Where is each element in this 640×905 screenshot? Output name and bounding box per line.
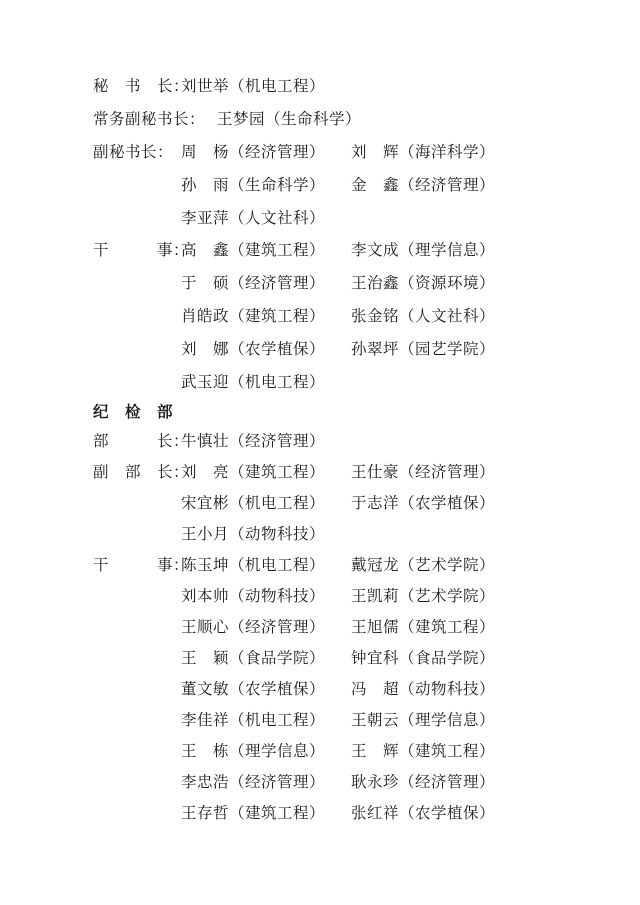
member-entry: 王凯莉（艺术学院） — [351, 587, 496, 606]
role-label: 干 事： — [93, 241, 190, 260]
table-row — [93, 673, 620, 704]
member-entry: 孙 雨（生命科学） — [181, 175, 326, 194]
section-secretariat — [93, 69, 620, 397]
member-entry: 宋宜彬（机电工程） — [181, 494, 326, 513]
table-row — [93, 704, 620, 735]
table-row — [93, 456, 620, 487]
member-entry: 李忠浩（经济管理） — [181, 773, 326, 792]
member-entry: 王 栋（理学信息） — [181, 742, 326, 761]
section-heading-discipline-dept: 纪 检 部 — [93, 402, 174, 421]
member-entry: 王朝云（理学信息） — [351, 711, 496, 730]
role-label: 部 长： — [93, 432, 190, 451]
table-row — [93, 580, 620, 611]
table-row — [93, 299, 620, 332]
table-row — [93, 735, 620, 766]
member-entry: 刘 娜（农学植保） — [181, 339, 326, 358]
member-entry: 王 辉（建筑工程） — [351, 742, 496, 761]
role-label: 干 事： — [93, 556, 190, 575]
member-entry: 张红祥（农学植保） — [351, 804, 496, 823]
table-row — [93, 766, 620, 797]
table-row — [93, 200, 620, 233]
member-entry: 刘世举（机电工程） — [181, 77, 326, 96]
member-entry: 李亚萍（人文社科） — [181, 208, 326, 227]
table-row — [93, 549, 620, 580]
member-entry: 戴冠龙（艺术学院） — [351, 556, 496, 575]
member-entry: 陈玉坤（机电工程） — [181, 556, 326, 575]
table-row — [93, 642, 620, 673]
table-row — [93, 518, 620, 549]
member-entry: 李文成（理学信息） — [351, 241, 496, 260]
member-entry: 王 颖（食品学院） — [181, 649, 326, 668]
section-discipline-dept — [93, 425, 620, 828]
member-entry: 耿永珍（经济管理） — [351, 773, 496, 792]
member-entry: 牛慎壮（经济管理） — [181, 432, 326, 451]
member-entry: 刘本帅（动物科技） — [181, 587, 326, 606]
member-entry: 王小月（动物科技） — [181, 525, 326, 544]
member-entry: 张金铭（人文社科） — [351, 306, 496, 325]
role-label: 常务副秘书长： — [93, 110, 206, 129]
table-row — [93, 135, 620, 168]
member-entry: 刘 辉（海洋科学） — [351, 142, 496, 161]
table-row — [93, 364, 620, 397]
table-row — [93, 69, 620, 102]
member-entry: 孙翠坪（园艺学院） — [351, 339, 496, 358]
member-entry: 王存哲（建筑工程） — [181, 804, 326, 823]
role-label: 副 部 长： — [93, 463, 190, 482]
member-entry: 于志洋（农学植保） — [351, 494, 496, 513]
member-entry: 王仕豪（经济管理） — [351, 463, 496, 482]
member-entry: 王梦园（生命科学） — [217, 110, 362, 129]
table-row — [93, 331, 620, 364]
member-entry: 金 鑫（经济管理） — [351, 175, 496, 194]
member-entry: 王治鑫（资源环境） — [351, 274, 496, 293]
table-row — [93, 266, 620, 299]
table-row — [93, 487, 620, 518]
member-entry: 高 鑫（建筑工程） — [181, 241, 326, 260]
member-entry: 董文敏（农学植保） — [181, 680, 326, 699]
table-row — [93, 167, 620, 200]
role-label: 秘 书 长： — [93, 77, 190, 96]
table-row — [93, 102, 620, 135]
member-entry: 王旭儒（建筑工程） — [351, 618, 496, 637]
member-entry: 肖皓政（建筑工程） — [181, 306, 326, 325]
member-entry: 钟宜科（食品学院） — [351, 649, 496, 668]
member-entry: 武玉迎（机电工程） — [181, 372, 326, 391]
member-entry: 李佳祥（机电工程） — [181, 711, 326, 730]
table-row — [93, 611, 620, 642]
member-entry: 冯 超（动物科技） — [351, 680, 496, 699]
member-entry: 王顺心（经济管理） — [181, 618, 326, 637]
member-entry: 刘 亮（建筑工程） — [181, 463, 326, 482]
member-entry: 于 硕（经济管理） — [181, 274, 326, 293]
table-row — [93, 425, 620, 456]
table-row — [93, 797, 620, 828]
member-entry: 周 杨（经济管理） — [181, 142, 326, 161]
role-label: 副秘书长： — [93, 142, 174, 161]
table-row — [93, 233, 620, 266]
